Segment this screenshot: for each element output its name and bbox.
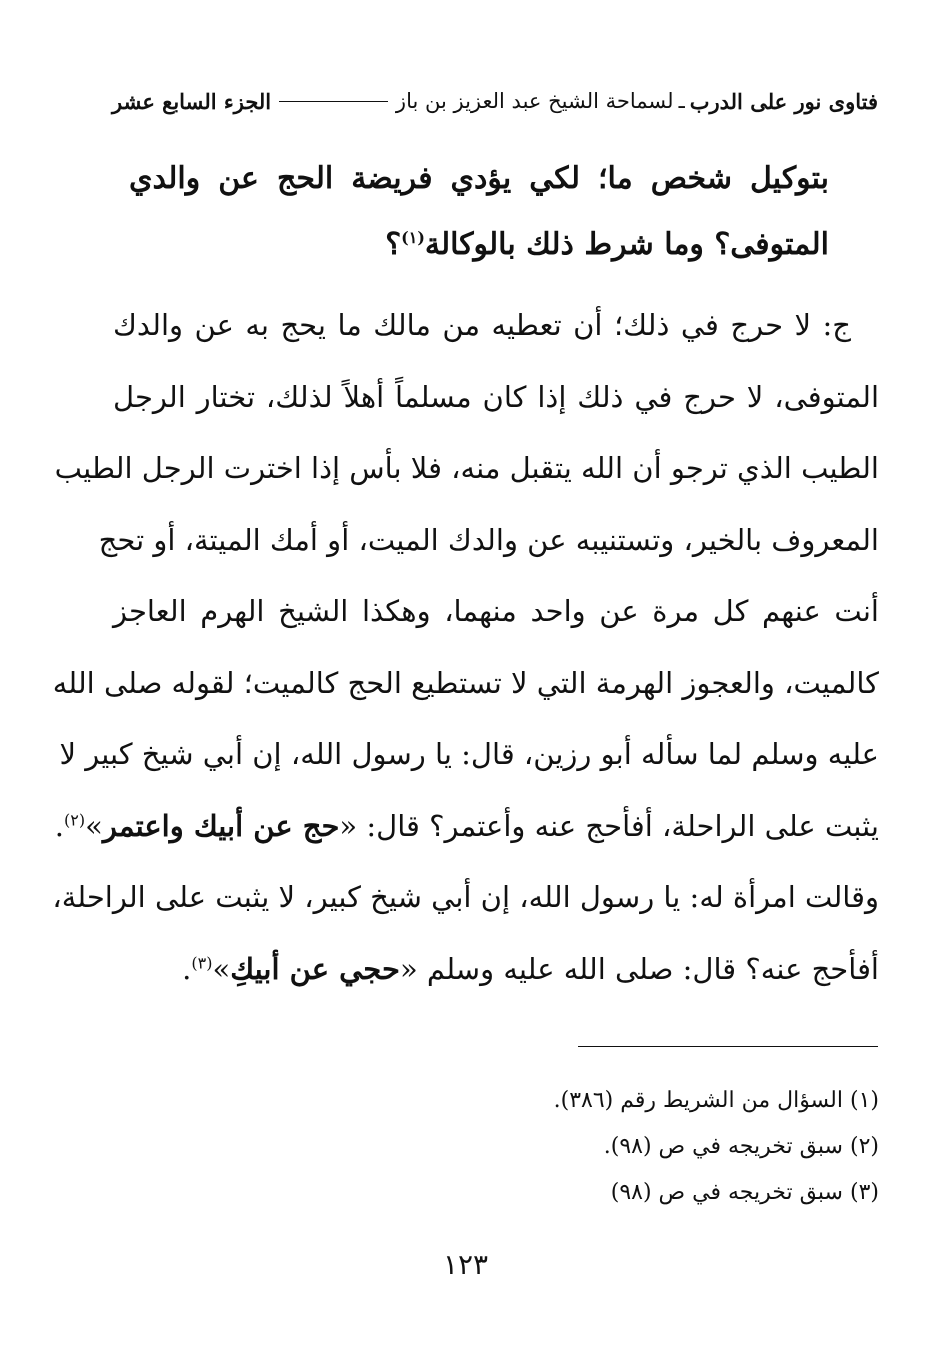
running-header (112, 86, 878, 116)
answer-line: عليه وسلم لما سأله أبو رزين، قال: يا رسول الله، إن أبي شيخ كبير لا (59, 737, 879, 771)
part-label: الجزء السابع عشر (112, 88, 272, 114)
header-rule (279, 101, 388, 102)
answer-line: أنت عنهم كل مرة عن واحد منهما، وهكذا الشيخ الهرم العاجز (113, 594, 879, 628)
answer-text (52, 290, 879, 1005)
quote-close: » (85, 808, 103, 843)
answer-line (113, 934, 879, 1006)
question-line-text: المتوفى؟ وما شرط ذلك بالوكالة (424, 227, 829, 262)
period: . (182, 951, 192, 986)
answer-line: كالميت، والعجوز الهرمة التي لا تستطيع الحج كالميت؛ لقوله صلى الله (52, 665, 879, 700)
question-line: بتوكيل شخص ما؛ لكي يؤدي فريضة الحج عن والدي (129, 161, 829, 196)
page-number: ١٢٣ (442, 1248, 489, 1281)
answer-line-text: يثبت على الراحلة، أفأحج عنه وأعتمر؟ قال: « (339, 808, 879, 843)
quote-close: » (212, 951, 231, 986)
answer-line (54, 791, 879, 863)
answer-line: الطيب الذي ترجو أن الله يتقبل منه، فلا بأس إذا اخترت الرجل الطيب (54, 451, 879, 485)
footnote-3: (٣) سبق تخريجه في ص (٩٨) (610, 1180, 879, 1205)
answer-line: المتوفى، لا حرج في ذلك إذا كان مسلماً أهلاً لذلك، تختار الرجل (113, 379, 879, 414)
footnote-ref-3: (٣) (191, 952, 213, 972)
period: . (54, 808, 65, 843)
question-text (129, 146, 829, 278)
header-author: لسماحة الشيخ عبد العزيز بن باز (395, 89, 674, 113)
answer-line-text: أفأحج عنه؟ قال: صلى الله عليه وسلم « (399, 951, 879, 986)
footnote-rule (578, 1046, 878, 1047)
footnote-ref-1: (١) (401, 228, 425, 247)
question-line (129, 212, 829, 278)
question-mark: ؟ (385, 227, 402, 262)
book-title: فتاوى نور على الدرب (689, 88, 878, 114)
hadith-quote: حجي عن أبيكِ (230, 951, 400, 986)
header-separator: ـ (678, 89, 685, 113)
answer-line: وقالت امرأة له: يا رسول الله، إن أبي شيخ كبير، لا يثبت على الراحلة، (52, 880, 879, 914)
footnote-ref-2: (٢) (64, 809, 86, 829)
answer-line: ج: لا حرج في ذلك؛ أن تعطيه من مالك ما يحج به عن والدك (113, 308, 851, 342)
footnotes (113, 1078, 879, 1216)
footnote-1: (١) السؤال من الشريط رقم (٣٨٦). (553, 1088, 879, 1113)
footnote-2: (٢) سبق تخريجه في ص (٩٨). (603, 1134, 879, 1159)
hadith-quote: حج عن أبيك واعتمر (102, 808, 340, 843)
answer-line: المعروف بالخير، وتستنيبه عن والدك الميت، أو أمك الميتة، أو تحج (98, 522, 879, 557)
